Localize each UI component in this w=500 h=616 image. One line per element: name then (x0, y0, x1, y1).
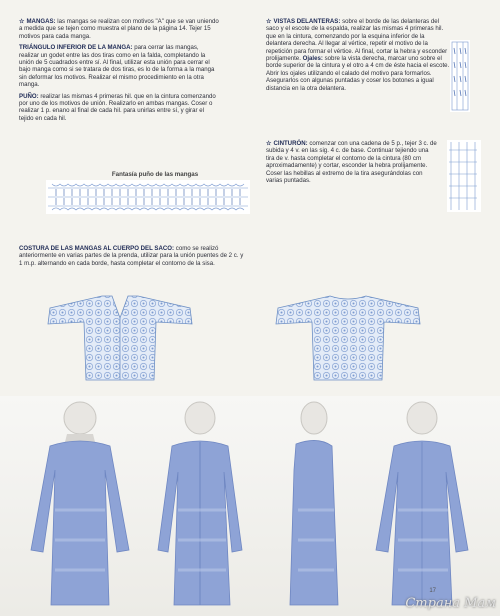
stitch-chart-cinturon (447, 140, 481, 212)
star-icon: ☆ (19, 18, 25, 25)
cinturon-heading: CINTURÓN: (273, 140, 308, 147)
star-icon: ☆ (266, 18, 272, 25)
model-photo-side (268, 400, 358, 610)
mangas-paragraph (19, 18, 219, 40)
vistas-text: sobre el borde de las delanteras del saco y el escote de la espalda, realizar las mismas 4 primeras hil. que en la cintura, comenzando por la esquina inferior de la delantera derecha. Al llegar al vértice, repetir el motivo de la repetición para formar el vértice. Al final, cortar la hebra y esconder prolijamente. (266, 18, 448, 63)
triangulo-text: para cerrar las mangas, realizar un godet entre las dos tiras como en la falda, completando la unión de 5 cuadrados entre sí. Al final, utilizar esta unión para cerrar el bajo manga como si se tratara de dos tiras, es lo de la forma a la manga sin deformar los motivos. Realizar el mismo procedimiento en la otra manga. (19, 44, 215, 89)
puno-heading: PUÑO: (19, 92, 39, 100)
schematic-back (268, 290, 428, 385)
vistas-paragraph (266, 18, 450, 92)
schematic-front (40, 290, 200, 385)
page-number: 17 (429, 588, 436, 594)
right-text-column (266, 18, 450, 96)
model-photo-front (25, 400, 135, 610)
model-photo-three-quarter (150, 400, 250, 610)
costura-block (19, 245, 247, 271)
costura-paragraph (19, 245, 247, 267)
cinturon-block (266, 140, 438, 188)
vistas-heading: VISTAS DELANTERAS: (273, 18, 341, 25)
model-photo-back (370, 400, 475, 610)
watermark: Страна Мам (405, 596, 496, 611)
left-text-column (19, 18, 219, 126)
costura-heading: COSTURA DE LAS MANGAS AL CUERPO DEL SACO: (19, 245, 175, 252)
star-icon: ☆ (266, 140, 272, 147)
mangas-heading: MANGAS: (26, 18, 56, 25)
puno-paragraph (19, 93, 219, 123)
costura-text: como se realizó anteriormente en varias partes de la prenda, utilizar para la unión puentes de 2 c. y 1 m.p. alternando en cada borde, hasta completar el contorno de la sisa. (19, 245, 244, 267)
triangulo-paragraph (19, 44, 219, 88)
triangulo-heading: TRIÁNGULO INFERIOR DE LA MANGA: (19, 44, 133, 52)
ojales-text: sobre la vista derecha, marcar uno sobre el borde superior de la cintura y el otro a 4 cm de éste hacia el escote. Abrir los ojales utilizando el calado del motivo para formarlos. Asegurarlos con algunas puntadas y coser los botones a igual distancia en la otra delantera. (266, 55, 450, 92)
cuff-stitch-strip (46, 180, 250, 214)
stitch-chart-vistas (450, 40, 470, 112)
cinturon-text: comenzar con una cadena de 5 p., tejer 3 c. de subida y 4 v. en las sig. 4 c. de base. Continuar tejiendo una tira de v. hasta completar el contorno de la cintura (80 cm aproximadamente) y cortar, esconder la hebra prolijamente. Coser las hebillas al extremo de la tira asegurándolas con varias puntadas. (266, 140, 437, 185)
ojales-heading: Ojales: (302, 55, 323, 63)
mangas-text: las mangas se realizan con motivos "A" que se van uniendo a medida que se tejen como muestra el plano de la página 14. Tejer 15 motivos para cada manga. (19, 18, 219, 40)
strip-title: Fantasía puño de las mangas (111, 171, 199, 178)
puno-text: realizar las mismas 4 primeras hil. que en la cintura comenzando por uno de los motivos de unión. Realizarlo en ambas mangas. Coser o realizar 1 p. enano al final de cada hil. para unirlas entre sí, y girar el tejido en cada hil. (19, 92, 216, 122)
cinturon-paragraph (266, 140, 438, 184)
